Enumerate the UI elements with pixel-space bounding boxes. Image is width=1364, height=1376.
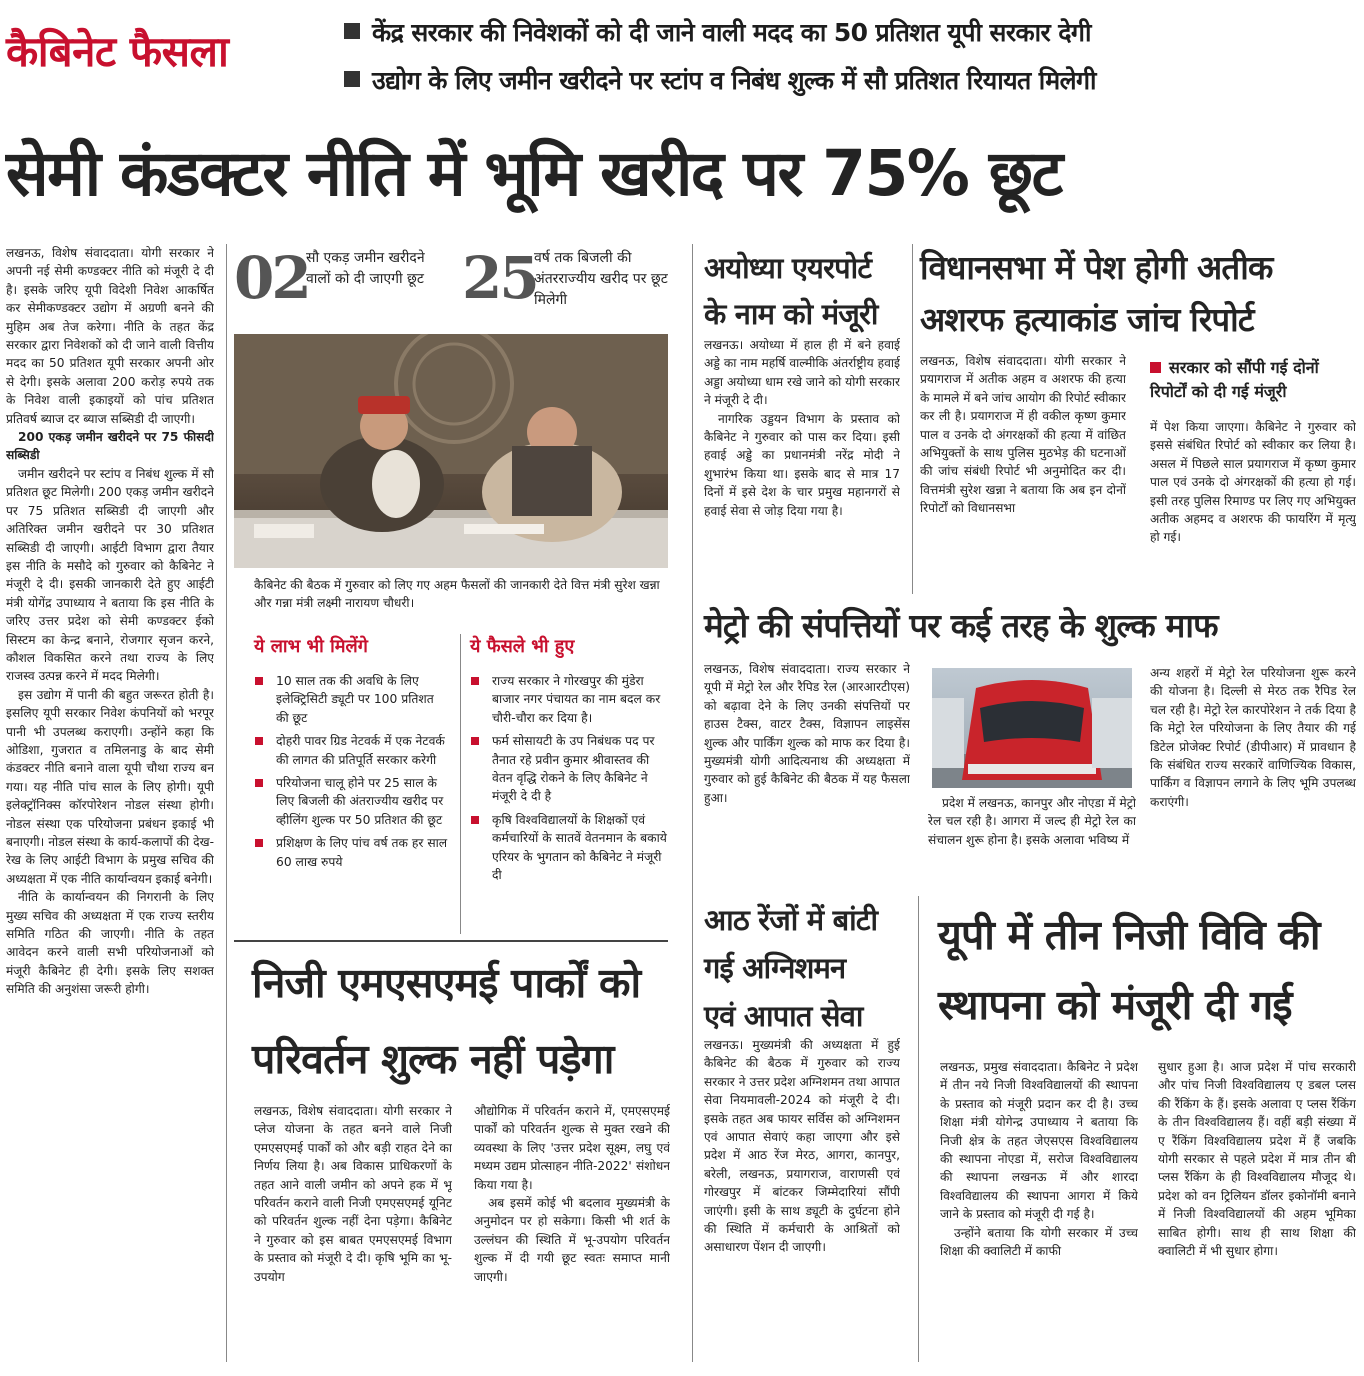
metro-col-2: प्रदेश में लखनऊ, कानपुर और नोएडा में मेट्रो रेल चल रही है। आगरा में जल्द ही मेट्रो रेल का संचालन शुरू होना है। इसके अलावा भविष्य में — [928, 796, 1136, 847]
benefit-item: 10 साल तक की अवधि के लिए इलेक्ट्रिसिटी ड्यूटी पर 100 प्रतिशत की छूट — [250, 672, 450, 727]
main-story-subhead: 200 एकड़ जमीन खरीदने पर 75 फीसदी सब्सिडी — [6, 430, 214, 463]
main-headline: सेमी कंडक्टर नीति में भूमि खरीद पर 75% छूट — [6, 137, 1062, 210]
msme-headline-1: निजी एमएसएमई पार्कों को — [252, 959, 641, 1007]
metro-train-photo — [932, 668, 1132, 788]
photo-caption: कैबिनेट की बैठक में गुरुवार को लिए गए अहम फैसलों की जानकारी देते वित्त मंत्री सुरेश खन्ना और गन्ना मंत्री लक्ष्मी नारायण चौधरी। — [254, 578, 660, 611]
atiq-sidebar: सरकार को सौंपी गई दोनों रिपोर्टों को दी गई मंजूरी — [1150, 358, 1319, 401]
main-story-para-3: इस उद्योग में पानी की बहुत जरूरत होती है। इसलिए यूपी सरकार निवेश कंपनियों को भरपूर पानी भी उपलब्ध कराएगी। उन्होंने कहा कि ओडिशा, गुजरात व तमिलनाडु के बाद सेमी कंडक्टर नीति बनाने वाला यूपी चौथा राज्य बन गया। यह नीति पांच साल के लिए होगी। यूपी इलेक्ट्रॉनिक्स कॉरपोरेशन नोडल संस्था होगी। नोडल संस्था एक परियोजना प्रबंधन इकाई भी बनाएगी। नोडल संस्था के कार्य-कलापों की देख-रेख के लिए आईटी विभाग के प्रमुख सचिव की अध्यक्षता में एक नीति कार्यान्वयन इकाई बनेगी। — [6, 687, 214, 886]
atiq-headline-1: विधानसभा में पेश होगी अतीक — [920, 248, 1273, 287]
column-divider — [226, 244, 227, 1362]
main-story-para-4: नीति के कार्यान्वयन की निगरानी के लिए मुख्य सचिव की अध्यक्षता में एक राज्य स्तरीय समिति गठित की जाएगी। नीति के तहत आवेदन करने वाली सभी परियोजनाओं को मंजूरी कैबिनेट ही देगी। इसके लिए सशक्त समिति की अनुशंसा जरूरी होगी। — [6, 890, 214, 997]
red-bullet-icon — [471, 737, 479, 745]
section-divider — [234, 940, 668, 942]
main-story-para-2: जमीन खरीदने पर स्टांप व निबंध शुल्क में सौ प्रतिशत छूट मिलेगी। 200 एकड़ जमीन खरीदने पर 75 प्रतिशत सब्सिडी दी जाएगी और अतिरिक्त जमीन खरीदने पर 30 प्रतिशत सब्सिडी दी जाएगी। आईटी विभाग द्वारा तैयार इस नीति के मसौदे को गुरुवार को कैबिनेट ने मंजूरी दे दी। इसकी जानकारी देते हुए आईटी मंत्री योगेंद्र उपाध्याय ने बताया कि इस नीति के जरिए उत्तर प्रदेश को सेमी कण्डक्टर ईको सिस्टम का केन्द्र बनाने, रोजगार सृजन करने, कौशल विकसित करने तथा राज्य के लिए राजस्व उत्पन्न करने में मदद मिलेगी। — [6, 466, 214, 684]
atiq-headline-2: अशरफ हत्याकांड जांच रिपोर्ट — [920, 300, 1254, 339]
decisions-heading: ये फैसले भी हुए — [470, 636, 575, 657]
stat-label-1: सौ एकड़ जमीन खरीदने वालों को दी जाएगी छूट — [306, 250, 425, 287]
benefits-heading: ये लाभ भी मिलेंगे — [254, 636, 368, 657]
metro-col-3: अन्य शहरों में मेट्रो रेल परियोजना शुरू करने की योजना है। दिल्ली से मेरठ तक रैपिड रेल चल रही है। मेट्रो रेल कारपोरेशन ने तर्क दिया है कि मेट्रो रेल परियोजना के लिए तैयार की गई डिटेल प्रोजेक्ट रिपोर्ट (डीपीआर) में प्रावधान है कि संबंधित राज्य सरकारें वाणिज्यिक विकास, पार्किंग व विज्ञापन लगाने के लिए भूमि उपलब्ध कराएंगी। — [1150, 666, 1356, 809]
benefit-item: दोहरी पावर ग्रिड नेटवर्क में एक नेटवर्क की लागत की प्रतिपूर्ति सरकार करेगी — [250, 732, 450, 769]
cabinet-briefing-photo-art — [234, 334, 668, 568]
msme-headline-2: परिवर्तन शुल्क नहीं पड़ेगा — [252, 1035, 614, 1083]
main-story-para-1: लखनऊ, विशेष संवाददाता। योगी सरकार ने अपनी नई सेमी कण्डक्टर नीति को मंजूरी दे दी है। इसके जरिए यूपी विदेशी निवेश आकर्षित कर सेमीकण्डक्टर उद्योग में अग्रणी बनने की मुहिम अब तेज करेगा। नीति के तहत केंद्र सरकार द्वारा निवेशकों को दी जाने वाली वित्तीय मदद का 50 प्रतिशत यूपी सरकार अपनी ओर से देगी। इसके अलावा 200 करोड़ रुपये तक के निवेश वाली इकाइयों को पांच प्रतिशत प्रतिवर्ष ब्याज दर ब्याज सब्सिडी दी जाएगी। — [6, 246, 214, 426]
msme-col-2: औद्योगिक में परिवर्तन कराने में, एमएसएमई पार्कों को परिवर्तन शुल्क से मुक्त रखने की व्यवस्था के लिए 'उत्तर प्रदेश सूक्ष्म, लघु एवं मध्यम उद्यम प्रोत्साहन नीति-2022' संशोधन किया गया है। अब इसमें कोई भी बदलाव मुख्यमंत्री के अनुमोदन पर हो सकेगा। किसी भी शर्त के उल्लंघन की स्थिति में भू-उपयोग परिवर्तन शुल्क में दी गयी छूट स्वतः समाप्त मानी जाएगी। — [474, 1104, 670, 1284]
stat-number-1: 02 — [234, 244, 309, 312]
benefit-item: परियोजना चालू होने पर 25 साल के लिए बिजली की अंतराज्यीय खरीद पर व्हीलिंग शुल्क पर 50 प्रतिशत की छूट — [250, 774, 450, 829]
section-kicker: कैबिनेट फैसला — [6, 27, 229, 76]
main-story-body — [6, 244, 214, 1362]
ayodhya-headline-2: के नाम को मंजूरी — [704, 297, 878, 331]
benefits-list — [250, 672, 450, 876]
top-bullet-1-text: केंद्र सरकार की निवेशकों को दी जाने वाली मदद का 50 प्रतिशत यूपी सरकार देगी — [372, 18, 1091, 47]
benefit-item: प्रशिक्षण के लिए पांच वर्ष तक हर साल 60 लाख रुपये — [250, 834, 450, 871]
bullet-square-icon — [344, 71, 360, 87]
stat-number-2: 25 — [462, 244, 537, 312]
univ-col-1: लखनऊ, प्रमुख संवाददाता। कैबिनेट ने प्रदेश में तीन नये निजी विश्वविद्यालयों की स्थापना के प्रस्ताव को मंजूरी प्रदान कर दी है। उच्च शिक्षा मंत्री योगेन्द्र उपाध्याय ने बताया कि निजी क्षेत्र के तहत जेएसएस विश्वविद्यालय की स्थापना नोएडा में, सरोज विश्वविद्यालय की स्थापना लखनऊ में और शारदा विश्वविद्यालय की स्थापना आगरा में किये जाने के प्रस्ताव को मंजूरी दी गई है। उन्होंने बताया कि योगी सरकार में उच्च शिक्षा की क्वालिटी में काफी — [940, 1060, 1138, 1259]
fire-headline-1: आठ रेंजों में बांटी — [704, 903, 878, 937]
column-divider — [912, 244, 913, 594]
stat-label-2: वर्ष तक बिजली की अंतरराज्यीय खरीद पर छूट मिलेगी — [534, 250, 668, 308]
red-bullet-icon — [1150, 362, 1161, 373]
red-bullet-icon — [255, 839, 263, 847]
fire-headline-3: एवं आपात सेवा — [704, 999, 863, 1033]
decision-item: फर्म सोसायटी के उप निबंधक पद पर तैनात रहे प्रवीन कुमार श्रीवास्तव की वेतन वृद्धि रोकने के लिए कैबिनेट ने मंजूरी दे दी है — [466, 732, 668, 806]
decisions-list — [466, 672, 668, 889]
red-bullet-icon — [255, 779, 263, 787]
univ-headline-1: यूपी में तीन निजी विवि की — [938, 911, 1320, 959]
fire-headline-2: गई अग्निशमन — [704, 951, 846, 985]
msme-col-1: लखनऊ, विशेष संवाददाता। योगी सरकार ने प्लेज योजना के तहत बनने वाले निजी एमएसएमई पार्कों को और बड़ी राहत देने का निर्णय लिया है। अब विकास प्राधिकरणों के तहत आने वाली जमीन को अपने हक में भू परिवर्तन कराने वाली निजी एमएसएमई यूनिट को परिवर्तन शुल्क नहीं देना पड़ेगा। कैबिनेट ने गुरुवार को इस बाबत एमएसएमई विभाग के प्रस्ताव को मंजूरी दे दी। कृषि भूमि का भू-उपयोग — [254, 1104, 452, 1284]
top-bullet-2-text: उद्योग के लिए जमीन खरीदने पर स्टांप व निबंध शुल्क में सौ प्रतिशत रियायत मिलेगी — [372, 66, 1096, 95]
column-divider — [692, 244, 693, 1362]
top-bullet-1 — [344, 16, 1091, 50]
univ-col-2: सुधार हुआ है। आज प्रदेश में पांच सरकारी और पांच निजी विश्वविद्यालय ए डबल प्लस की रैंकिंग के हैं। इसके अलावा ए प्लस रैंकिंग के तीन विश्वविद्यालय हैं। वहीं बड़ी संख्या में ए रैंकिंग विश्वविद्यालय प्रदेश में हैं जबकि योगी सरकार से पहले प्रदेश में मात्र तीन बी प्लस रैंकिंग के ही विश्वविद्यालय मौजूद थे। प्रदेश को वन ट्रिलियन डॉलर इकोनॉमी बनाने में निजी विश्वविद्यालयों की अहम भूमिका साबित होगी। साथ ही साथ शिक्षा की क्वालिटी में भी सुधार होगा। — [1158, 1060, 1356, 1259]
red-bullet-icon — [255, 677, 263, 685]
red-bullet-icon — [255, 737, 263, 745]
red-bullet-icon — [471, 816, 479, 824]
atiq-col-1: लखनऊ, विशेष संवाददाता। योगी सरकार ने प्रयागराज में अतीक अहम व अशरफ की हत्या के मामले में बने जांच आयोग की रिपोर्ट स्वीकार कर ली है। प्रयागराज में ही वकील कृष्ण कुमार पाल व उनके दो अंगरक्षकों की हत्या में वांछित अभियुक्तों के साथ पुलिस मुठभेड़ की घटनाओं की जांच संबंधी रिपोर्ट भी अनुमोदित कर दी। वित्तमंत्री सुरेश खन्ना ने बताया कि अब इन दोनों रिपोर्टों को विधानसभा — [920, 354, 1126, 516]
decision-item: राज्य सरकार ने गोरखपुर की मुंडेरा बाजार नगर पंचायत का नाम बदल कर चौरी-चौरा कर दिया है। — [466, 672, 668, 727]
metro-headline: मेट्रो की संपत्तियों पर कई तरह के शुल्क माफ — [704, 606, 1218, 645]
univ-headline-2: स्थापना को मंजूरी दी गई — [938, 981, 1292, 1029]
column-divider — [460, 634, 461, 934]
atiq-col-2: में पेश किया जाएगा। कैबिनेट ने गुरुवार को इससे संबंधित रिपोर्ट को स्वीकार कर लिया है। असल में पिछले साल प्रयागराज में कृष्ण कुमार पाल एवं उनके दो अंगरक्षकों की हत्या हो गई। इसी तरह पुलिस रिमाण्ड पर लिए गए अभियुक्त अतीक अहमद व अशरफ की फायरिंग में मृत्यु हो गई। — [1150, 420, 1356, 545]
top-bullet-2 — [344, 64, 1096, 98]
ayodhya-headline-1: अयोध्या एयरपोर्ट — [704, 251, 872, 285]
red-bullet-icon — [471, 677, 479, 685]
fire-body: लखनऊ। मुख्यमंत्री की अध्यक्षता में हुई कैबिनेट की बैठक में गुरुवार को राज्य सरकार ने उत्तर प्रदेश अग्निशमन तथा आपात सेवा नियमावली-2024 को मंजूरी दे दी। इसके तहत अब फायर सर्विस को अग्निशमन एवं आपात सेवाएं कहा जाएगा और इसे प्रदेश में आठ रेंज मेरठ, आगरा, कानपुर, बरेली, लखनऊ, प्रयागराज, वाराणसी एवं गोरखपुर में बांटकर जिम्मेदारियां सौंपी जाएंगी। इसी के साथ ड्यूटी के दुर्घटना होने की स्थिति में कर्मचारी के आश्रितों को असाधारण पेंशन दी जाएगी। — [704, 1038, 900, 1255]
metro-col-1: लखनऊ, विशेष संवाददाता। राज्य सरकार ने यूपी में मेट्रो रेल और रैपिड रेल (आरआरटीएस) को बढ़ावा देने के लिए उनकी संपत्तियों पर हाउस टैक्स, वाटर टैक्स, विज्ञापन लाइसेंस शुल्क और पार्किंग शुल्क को माफ कर दिया है। मुख्यमंत्री योगी आदित्यनाथ की अध्यक्षता में गुरुवार को हुई कैबिनेट की बैठक में यह फैसला हुआ। — [704, 662, 910, 805]
cabinet-briefing-photo — [234, 334, 668, 568]
column-divider — [918, 896, 919, 1362]
bullet-square-icon — [344, 23, 360, 39]
ayodhya-body: लखनऊ। अयोध्या में हाल ही में बने हवाई अड्डे का नाम महर्षि वाल्मीकि अंतर्राष्ट्रीय हवाई अड्डा अयोध्या धाम रखे जाने को योगी सरकार ने मंजूरी दे दी। नागरिक उड्डयन विभाग के प्रस्ताव को कैबिनेट ने गुरुवार को पास कर दिया। इसी हवाई अड्डे का प्रधानमंत्री नरेंद्र मोदी ने शुभारंभ किया था। इसके बाद से मात्र 17 दिनों में इसे देश के चार प्रमुख महानगरों से हवाई सेवा से जोड़ दिया गया है। — [704, 338, 900, 518]
metro-train-photo-art — [932, 668, 1132, 788]
decision-item: कृषि विश्वविद्यालयों के शिक्षकों एवं कर्मचारियों के सातवें वेतनमान के बकाये एरियर के भुगतान को कैबिनेट ने मंजूरी दी — [466, 811, 668, 885]
